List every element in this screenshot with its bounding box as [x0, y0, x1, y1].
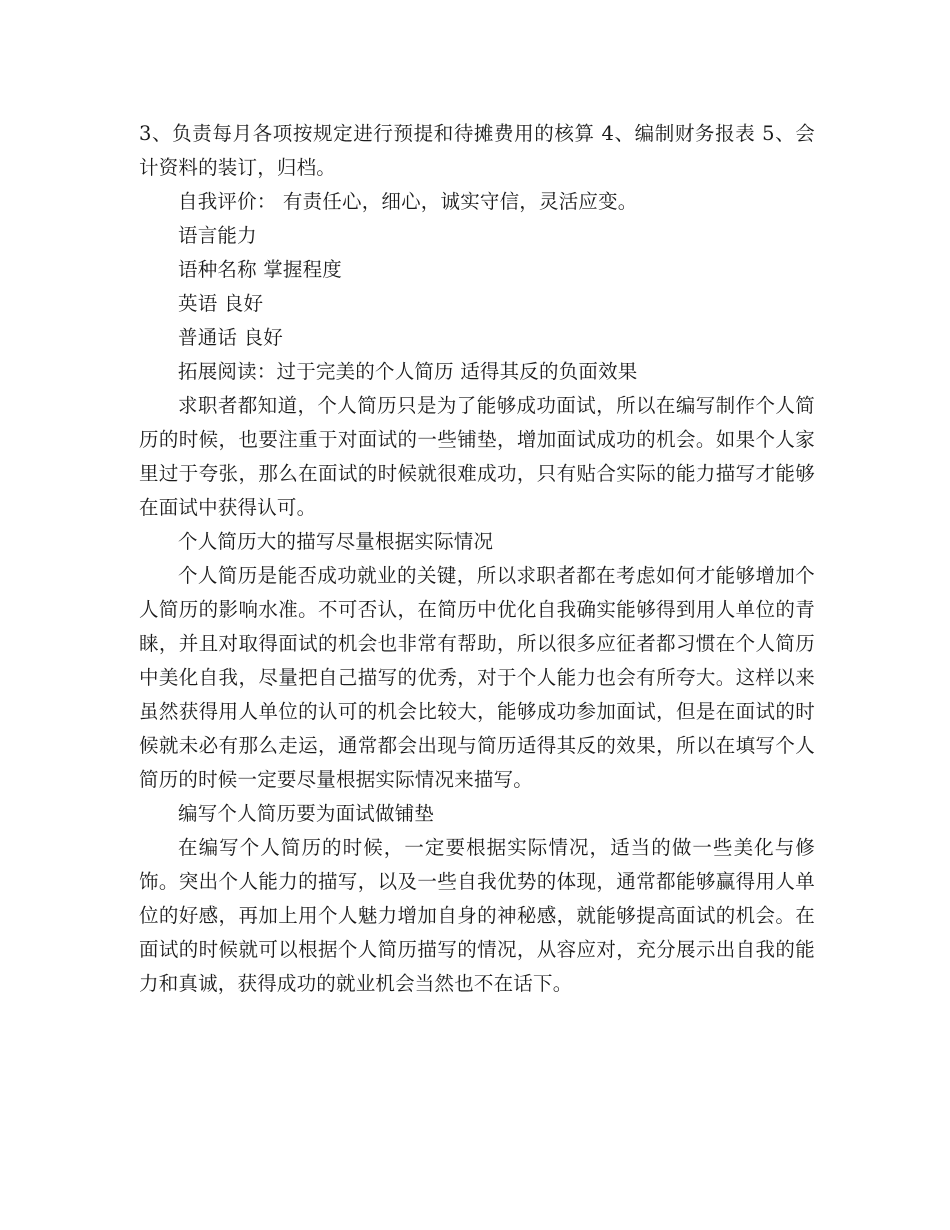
section-heading-interview-prep: 编写个人简历要为面试做铺垫	[178, 802, 435, 825]
language-row-mandarin: 普通话 良好	[178, 326, 283, 349]
paragraph-self-evaluation: 自我评价： 有责任心，细心，诚实守信，灵活应变。	[178, 190, 638, 213]
paragraph-actual-situation: 个人简历是能否成功就业的关键，所以求职者都在考虑如何才能够增加个人简历的影响水准。不可否认，在简历中优化自我确实能够得到用人单位的青睐，并且对取得面试的机会也非常有帮助，所以很多应征者都习惯在个人简历中美化自我，尽量把自己描写的优秀，对于个人能力也会有所夸大。这样以来虽然获得用人单位的认可的机会比较大，能够成功参加面试，但是在面试的时候就未必有那么走运，通常都会出现与简历适得其反的效果，所以在填写个人简历的时候一定要尽量根据实际情况来描写。	[139, 564, 815, 791]
heading-language-ability: 语言能力	[178, 224, 257, 247]
section-heading-actual-situation: 个人简历大的描写尽量根据实际情况	[178, 530, 494, 553]
language-row-english: 英语 良好	[178, 292, 264, 315]
paragraph-intro: 求职者都知道，个人简历只是为了能够成功面试，所以在编写制作个人简历的时候，也要注重于对面试的一些铺垫，增加面试成功的机会。如果个人家里过于夸张，那么在面试的时候就很难成功，只有贴合实际的能力描写才能够在面试中获得认可。	[139, 394, 815, 519]
paragraph-duties: 3、负责每月各项按规定进行预提和待摊费用的核算 4、编制财务报表 5、会计资料的装订，归档。	[139, 122, 815, 179]
document-body	[139, 117, 815, 1001]
paragraph-interview-prep: 在编写个人简历的时候，一定要根据实际情况，适当的做一些美化与修饰。突出个人能力的描写，以及一些自我优势的体现，通常都能够赢得用人单位的好感，再加上用个人魅力增加自身的神秘感，就能够提高面试的机会。在面试的时候就可以根据个人简历描写的情况，从容应对，充分展示出自我的能力和真诚，获得成功的就业机会当然也不在话下。	[139, 836, 815, 995]
language-table-header: 语种名称 掌握程度	[178, 258, 342, 281]
extended-reading-title: 拓展阅读：过于完美的个人简历 适得其反的负面效果	[178, 360, 638, 383]
